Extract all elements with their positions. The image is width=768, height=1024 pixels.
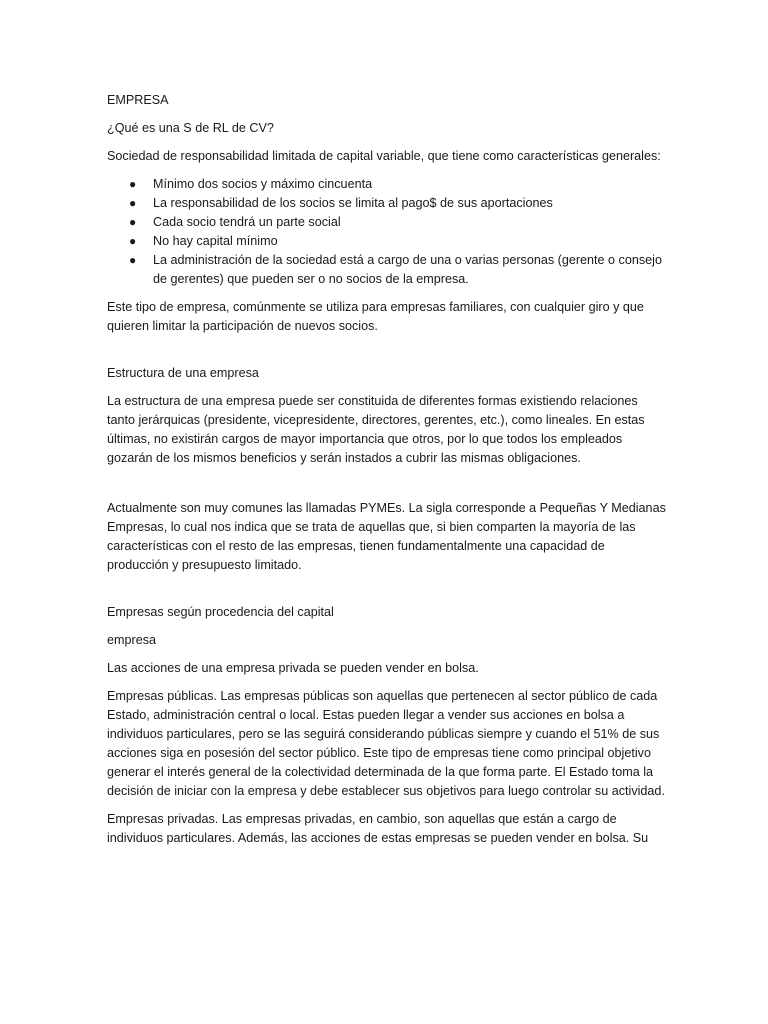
- list-item: [107, 175, 667, 194]
- list-item-text: Cada socio tendrá un parte social: [153, 215, 341, 229]
- list-item-text: La responsabilidad de los socios se limita al pago$ de sus aportaciones: [153, 196, 553, 210]
- bullet-icon: ●: [129, 196, 137, 210]
- bullet-icon: ●: [129, 253, 137, 267]
- empresa-word: empresa: [107, 633, 156, 647]
- bullet-icon: ●: [129, 215, 137, 229]
- capital-origin-heading: Empresas según procedencia del capital: [107, 605, 334, 619]
- list-item: [107, 213, 667, 232]
- public-companies-paragraph: Empresas públicas. Las empresas públicas son aquellas que pertenecen al sector público de cada Estado, administración central o local. Estas pueden llegar a vender sus acciones en bolsa a individuos particulares, pero se las seguirá considerando públicas siempre y cuando el 51% de sus acciones siga en posesión del sector público. Este tipo de empresas tiene como principal objetivo generar el interés general de la colectividad determinada de la que forma parte. El Estado toma la decisión de iniciar con la empresa y debe establecer sus objetivos para luego controlar su actividad.: [107, 689, 665, 798]
- question-heading: ¿Qué es una S de RL de CV?: [107, 121, 274, 135]
- list-item: [107, 251, 667, 289]
- list-item-text: La administración de la sociedad está a cargo de una o varias personas (gerente o consejo de gerentes) que pueden ser o no socios de la empresa.: [153, 253, 662, 286]
- pymes-paragraph: Actualmente son muy comunes las llamadas PYMEs. La sigla corresponde a Pequeñas Y Medianas Empresas, lo cual nos indica que se trata de aquellas que, si bien comparten la mayoría de las características con el resto de las empresas, tienen fundamentalmente una capacidad de producción y presupuesto limitado.: [107, 501, 666, 572]
- definition-paragraph: Sociedad de responsabilidad limitada de capital variable, que tiene como características generales:: [107, 149, 661, 163]
- structure-heading: Estructura de una empresa: [107, 366, 259, 380]
- family-business-paragraph: Este tipo de empresa, comúnmente se utiliza para empresas familiares, con cualquier giro y que quieren limitar la participación de nuevos socios.: [107, 300, 644, 333]
- shares-paragraph: Las acciones de una empresa privada se pueden vender en bolsa.: [107, 661, 479, 675]
- bullet-icon: ●: [129, 234, 137, 248]
- structure-paragraph: La estructura de una empresa puede ser constituida de diferentes formas existiendo relaciones tanto jerárquicas (presidente, vicepresidente, directores, gerentes, etc.), como lineales. En estas últimas, no existirán cargos de mayor importancia que otros, por lo que todos los empleados gozarán de los mismos beneficios y serán instados a cubrir las mismas obligaciones.: [107, 394, 645, 465]
- list-item-text: No hay capital mínimo: [153, 234, 278, 248]
- private-companies-paragraph: Empresas privadas. Las empresas privadas, en cambio, son aquellas que están a cargo de individuos particulares. Además, las acciones de estas empresas se pueden vender en bolsa. Su: [107, 812, 649, 845]
- list-item: [107, 232, 667, 251]
- characteristics-list: [107, 175, 667, 289]
- document-body: [107, 91, 667, 857]
- list-item: [107, 194, 667, 213]
- document-title: EMPRESA: [107, 93, 169, 107]
- bullet-icon: ●: [129, 177, 137, 191]
- list-item-text: Mínimo dos socios y máximo cincuenta: [153, 177, 373, 191]
